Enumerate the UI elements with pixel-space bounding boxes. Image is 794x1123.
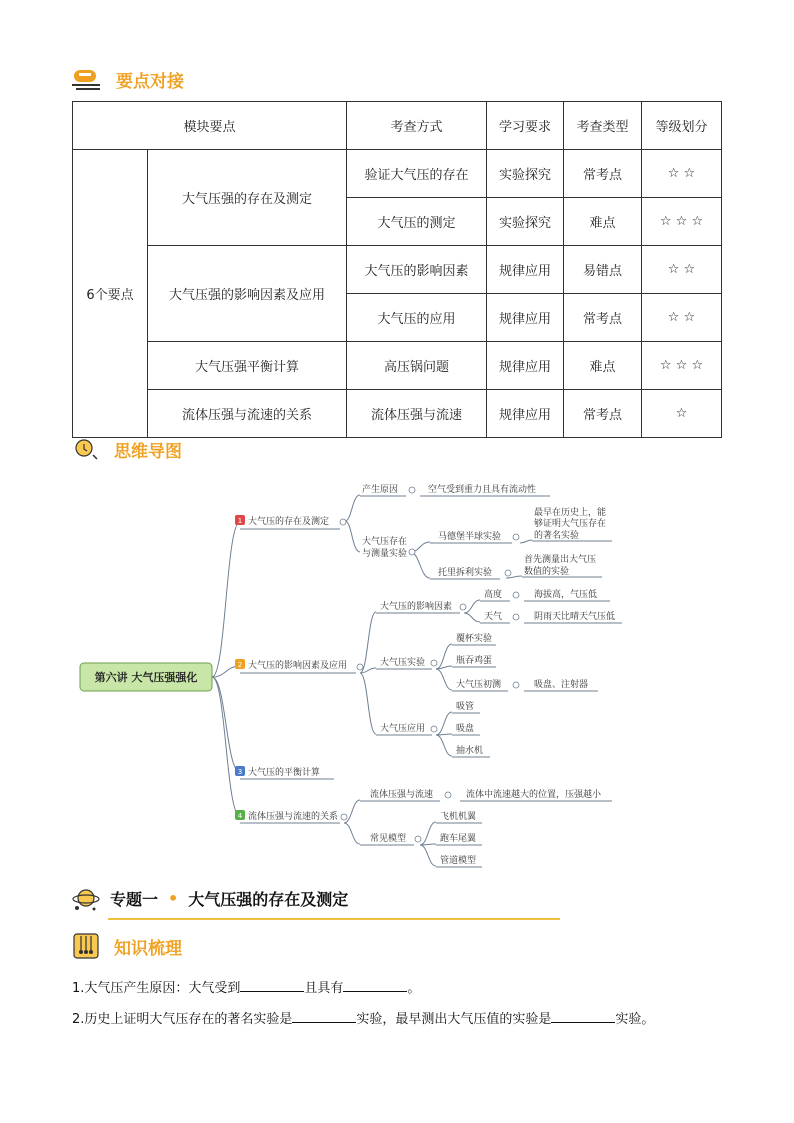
table-cell: 实验探究 [487,150,564,198]
key-points-table [72,101,722,438]
table-cell-group: 6个要点 [73,150,148,438]
table-header-cell: 考查类型 [564,102,642,150]
mindmap-node: 管道模型 [440,856,477,866]
table-cell-module: 大气压强平衡计算 [148,342,347,390]
collapse-icon[interactable] [445,792,451,798]
table-row [73,246,722,294]
cradle-icon [72,932,100,960]
mindmap-node: 大气压存在 [362,537,408,547]
mindmap-node: 跑车尾翼 [440,834,477,844]
mindmap-node: 抽水机 [456,746,484,756]
table-cell: 难点 [564,198,642,246]
question-text: 实验。 [615,1012,655,1027]
table-cell-level: ☆ ☆ [642,246,722,294]
mindmap-node: 大气压应用 [380,724,426,734]
mindmap-node: 与测量实验 [362,549,408,559]
mindmap-node: 大气压的影响因素 [380,602,453,612]
table-row [73,342,722,390]
branch-number: 2 [237,661,243,669]
mindmap-node: 首先测量出大气压 [524,555,597,565]
mindmap-node: 大气压实验 [380,658,426,668]
mindmap-root-label: 第六讲 大气压强强化 [94,671,198,684]
question-2 [72,1008,654,1027]
section-title: 思维导图 [114,441,182,462]
table-cell: 大气压的测定 [347,198,487,246]
table-cell: 常考点 [564,390,642,438]
collapse-icon[interactable] [431,726,437,732]
branch-label: 大气压的平衡计算 [248,768,321,778]
table-header-cell: 学习要求 [487,102,564,150]
section-header-mind-map [72,436,182,462]
mindmap-node: 空气受到重力且具有流动性 [428,485,537,495]
table-row [73,390,722,438]
branch-label: 大气压的影响因素及应用 [248,661,348,671]
mindmap-node: 流体中流速越大的位置，压强越小 [466,790,602,800]
section-title: 知识梳理 [114,938,182,959]
table-cell: 常考点 [564,150,642,198]
collapse-icon[interactable] [415,836,421,842]
table-cell-level: ☆ ☆ [642,150,722,198]
table-cell: 易错点 [564,246,642,294]
question-text: 2.历史上证明大气压存在的著名实验是 [72,1012,293,1027]
table-cell: 验证大气压的存在 [347,150,487,198]
branch-label: 大气压的存在及测定 [248,517,330,527]
section-header-key-points [72,66,184,92]
mindmap-node: 瓶吞鸡蛋 [456,656,493,666]
table-cell: 实验探究 [487,198,564,246]
question-text: 1.大气压产生原因：大气受到 [72,981,241,996]
train-icon [72,66,102,92]
topic-separator: • [168,888,179,908]
table-header-cell: 等级划分 [642,102,722,150]
mindmap-node: 托里拆利实验 [438,568,493,578]
table-cell: 大气压的应用 [347,294,487,342]
table-cell-level: ☆ ☆ [642,294,722,342]
table-cell: 规律应用 [487,390,564,438]
collapse-icon[interactable] [513,682,519,688]
table-cell: 常考点 [564,294,642,342]
mindmap-node: 海拔高，气压低 [534,590,598,600]
collapse-icon[interactable] [513,592,519,598]
table-cell: 规律应用 [487,342,564,390]
mindmap-node: 高度 [484,590,503,600]
table-cell-level: ☆ ☆ ☆ [642,342,722,390]
mindmap-node: 大气压初测 [456,680,502,690]
section-header-knowledge [72,932,182,960]
question-text: 。 [407,981,421,996]
branch-number: 3 [237,768,243,776]
table-header-row [73,102,722,150]
collapse-icon[interactable] [409,487,415,493]
collapse-icon[interactable] [431,660,437,666]
table-cell-module: 流体压强与流速的关系 [148,390,347,438]
mindmap-node: 吸盘、注射器 [534,680,589,690]
collapse-icon[interactable] [513,534,519,540]
mindmap-node: 阴雨天比晴天气压低 [534,612,616,622]
table-header-cell: 考查方式 [347,102,487,150]
table-row [73,150,722,198]
table-cell: 规律应用 [487,246,564,294]
mindmap-node: 最早在历史上，能 [534,508,607,518]
question-1 [72,977,420,996]
branch-number: 4 [237,812,243,820]
lightbulb-icon [72,436,100,462]
table-header-cell: 模块要点 [73,102,347,150]
mindmap-node: 常见模型 [370,834,407,844]
table-cell-module: 大气压强的存在及测定 [148,150,347,246]
table-cell: 大气压的影响因素 [347,246,487,294]
collapse-icon[interactable] [357,664,363,670]
table-cell: 规律应用 [487,294,564,342]
table-cell: 高压锅问题 [347,342,487,390]
mindmap-node: 流体压强与流速 [370,790,434,800]
table-cell-level: ☆ ☆ ☆ [642,198,722,246]
topic-title: 大气压强的存在及测定 [188,889,349,909]
collapse-icon[interactable] [340,519,346,525]
mindmap-node: 产生原因 [362,485,399,495]
collapse-icon[interactable] [341,814,347,820]
collapse-icon[interactable] [460,604,466,610]
mind-map [0,460,794,880]
table-cell-module: 大气压强的影响因素及应用 [148,246,347,342]
mindmap-node: 马德堡半球实验 [438,532,502,542]
topic-underline [108,918,560,920]
mindmap-node: 吸盘 [456,724,475,734]
answer-blank[interactable] [292,1010,356,1023]
branch-number: 1 [237,517,243,525]
collapse-icon[interactable] [505,570,511,576]
mindmap-node: 天气 [484,612,503,622]
planet-icon [72,884,100,912]
mindmap-node: 数值的实验 [524,567,570,577]
table-cell: 流体压强与流速 [347,390,487,438]
mindmap-node: 够证明大气压存在 [534,519,607,529]
mindmap-node: 吸管 [456,702,475,712]
section-title: 要点对接 [116,71,184,92]
question-text: 且具有 [304,981,344,996]
answer-blank[interactable] [343,979,407,992]
answer-blank[interactable] [240,979,304,992]
topic-number: 专题一 [110,889,159,909]
mindmap-node: 的著名实验 [534,531,580,541]
table-cell: 难点 [564,342,642,390]
question-text: 实验，最早测出大气压值的实验是 [356,1012,552,1027]
collapse-icon[interactable] [409,549,415,555]
answer-blank[interactable] [551,1010,615,1023]
mindmap-node: 飞机机翼 [440,812,477,822]
collapse-icon[interactable] [513,614,519,620]
table-cell-level: ☆ [642,390,722,438]
topic-header [72,884,348,912]
mindmap-node: 覆杯实验 [456,634,493,644]
branch-label: 流体压强与流速的关系 [248,812,339,822]
